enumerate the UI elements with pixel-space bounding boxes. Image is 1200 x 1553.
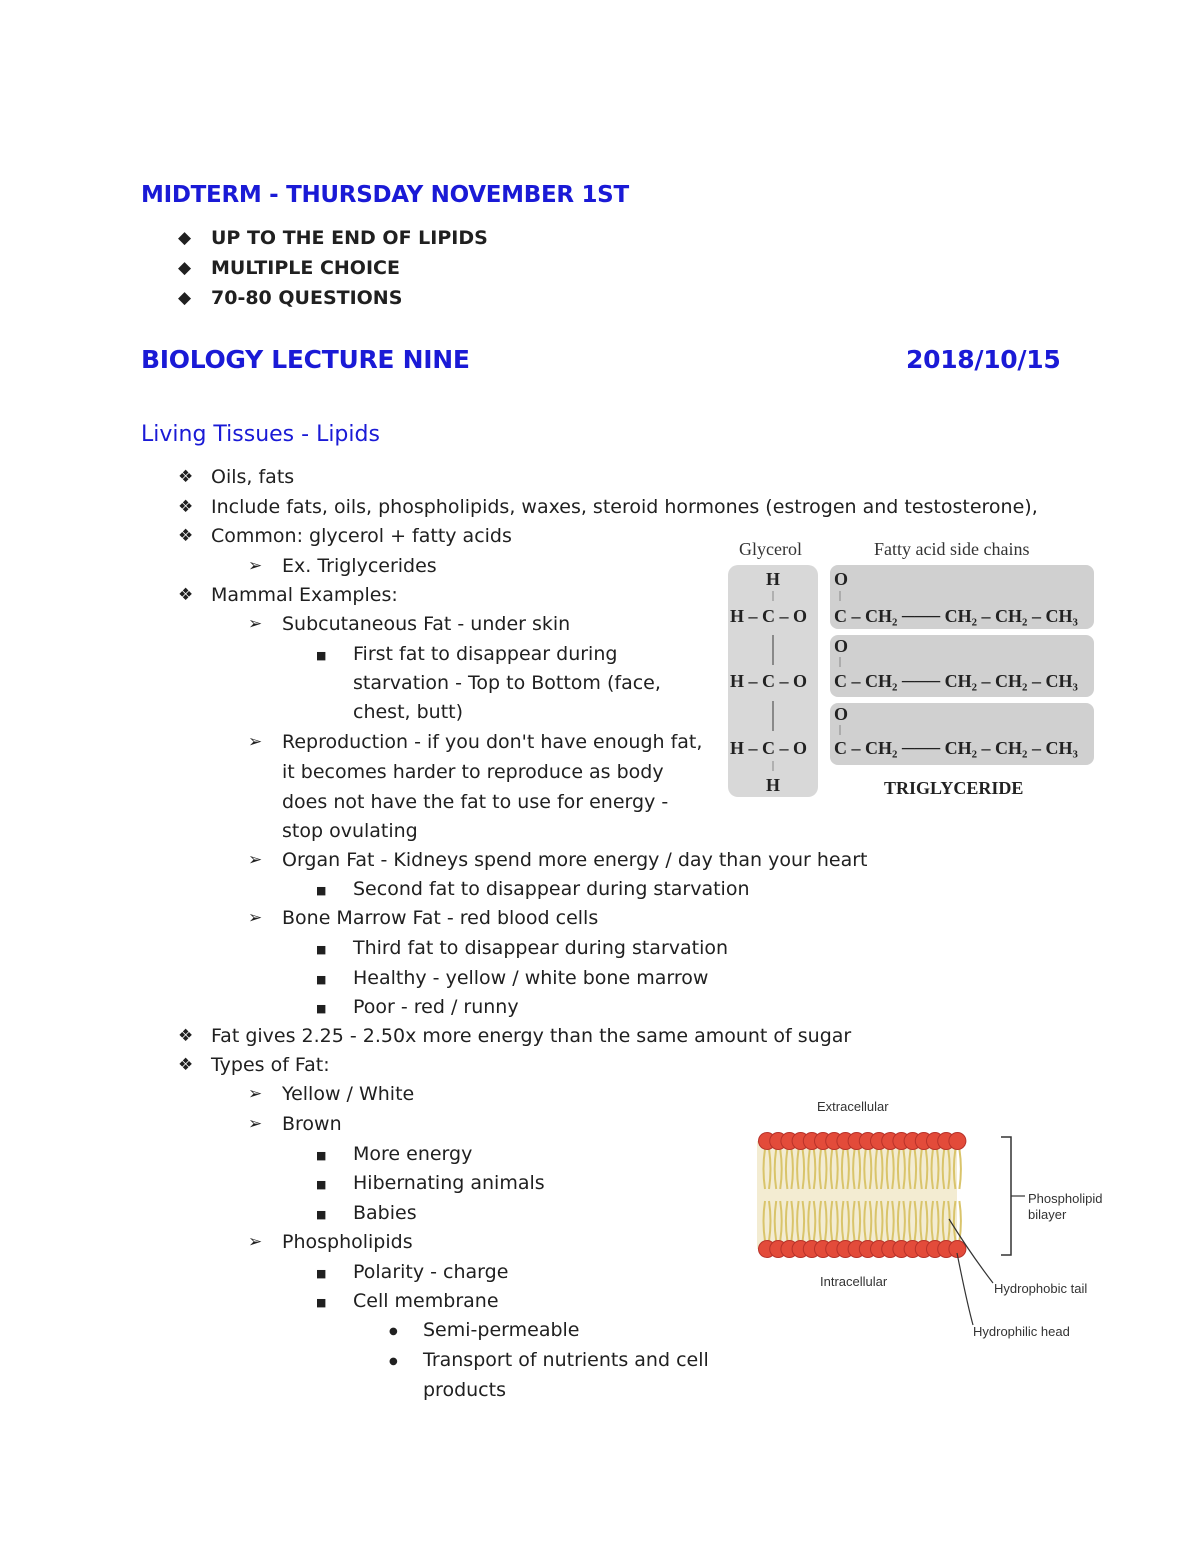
square-bullet-icon: ■ bbox=[316, 884, 327, 897]
note-text: Poor - red / runny bbox=[353, 996, 519, 1018]
note-text: starvation - Top to Bottom (face, bbox=[353, 672, 661, 694]
triglyceride-diagram bbox=[726, 535, 1096, 800]
arrow-bullet-icon: ➢ bbox=[248, 1084, 263, 1104]
note-text: Semi-permeable bbox=[423, 1319, 580, 1341]
hydrophobic-tail-label: Hydrophobic tail bbox=[994, 1281, 1088, 1296]
note-text: Second fat to disappear during starvation bbox=[353, 878, 750, 900]
note-text: stop ovulating bbox=[282, 820, 418, 842]
bilayer-label: Phospholipid bbox=[1028, 1191, 1103, 1206]
note-text: First fat to disappear during bbox=[353, 643, 618, 665]
square-bullet-icon: ■ bbox=[316, 1002, 327, 1015]
note-text: Babies bbox=[353, 1202, 417, 1224]
svg-text:H: H bbox=[766, 775, 781, 795]
intracellular-label: Intracellular bbox=[820, 1274, 888, 1289]
note-text: Brown bbox=[282, 1113, 342, 1135]
clover-bullet-icon: ❖ bbox=[178, 1026, 194, 1046]
square-bullet-icon: ■ bbox=[316, 1149, 327, 1162]
svg-text:O: O bbox=[834, 704, 849, 724]
clover-bullet-icon: ❖ bbox=[178, 585, 194, 605]
square-bullet-icon: ■ bbox=[316, 1267, 327, 1280]
phospholipid-bilayer-diagram bbox=[745, 1093, 1115, 1353]
diamond-bullet-icon: ◆ bbox=[178, 288, 192, 308]
svg-text:H – C – O: H – C – O bbox=[730, 671, 808, 691]
arrow-bullet-icon: ➢ bbox=[248, 556, 263, 576]
lecture-title: BIOLOGY LECTURE NINE bbox=[141, 345, 470, 374]
note-text: Cell membrane bbox=[353, 1290, 499, 1312]
note-text: Include fats, oils, phospholipids, waxes, steroid hormones (estrogen and testosterone), bbox=[211, 496, 1038, 518]
svg-text:bilayer: bilayer bbox=[1028, 1207, 1067, 1222]
hydrophilic-head bbox=[949, 1133, 966, 1150]
note-text: Yellow / White bbox=[282, 1083, 415, 1105]
diamond-bullet-icon: ◆ bbox=[178, 258, 192, 278]
square-bullet-icon: ■ bbox=[316, 1296, 327, 1309]
dot-bullet-icon: ● bbox=[389, 1326, 398, 1337]
lecture-date: 2018/10/15 bbox=[906, 345, 1061, 374]
svg-text:H: H bbox=[766, 569, 781, 589]
svg-text:C – CH₂ ─── CH₂ – CH₂ – CH₃: C – CH₂ ─── CH₂ – CH₂ – CH₃ bbox=[834, 606, 1078, 626]
note-text: Bone Marrow Fat - red blood cells bbox=[282, 907, 599, 929]
note-text: Oils, fats bbox=[211, 466, 295, 488]
glycerol-label: Glycerol bbox=[739, 539, 802, 559]
note-text: Organ Fat - Kidneys spend more energy / day than your heart bbox=[282, 849, 868, 871]
square-bullet-icon: ■ bbox=[316, 649, 327, 662]
fatty-acid-label: Fatty acid side chains bbox=[874, 539, 1030, 559]
note-text: Transport of nutrients and cell bbox=[423, 1349, 709, 1371]
arrow-bullet-icon: ➢ bbox=[248, 614, 263, 634]
arrow-bullet-icon: ➢ bbox=[248, 732, 263, 752]
note-text: it becomes harder to reproduce as body bbox=[282, 761, 664, 783]
note-text: Fat gives 2.25 - 2.50x more energy than the same amount of sugar bbox=[211, 1025, 852, 1047]
note-text: Phospholipids bbox=[282, 1231, 413, 1253]
clover-bullet-icon: ❖ bbox=[178, 467, 194, 487]
square-bullet-icon: ■ bbox=[316, 973, 327, 986]
note-text: Mammal Examples: bbox=[211, 584, 398, 606]
svg-text:H – C – O: H – C – O bbox=[730, 738, 808, 758]
hydrophilic-head-label: Hydrophilic head bbox=[973, 1324, 1070, 1339]
clover-bullet-icon: ❖ bbox=[178, 1055, 194, 1075]
arrow-bullet-icon: ➢ bbox=[248, 908, 263, 928]
note-text: Common: glycerol + fatty acids bbox=[211, 525, 512, 547]
square-bullet-icon: ■ bbox=[316, 1208, 327, 1221]
svg-text:H – C – O: H – C – O bbox=[730, 606, 808, 626]
triglyceride-caption: TRIGLYCERIDE bbox=[884, 778, 1024, 798]
arrow-bullet-icon: ➢ bbox=[248, 1114, 263, 1134]
note-text: Polarity - charge bbox=[353, 1261, 509, 1283]
note-text: products bbox=[423, 1379, 506, 1401]
note-text: More energy bbox=[353, 1143, 473, 1165]
dot-bullet-icon: ● bbox=[389, 1356, 398, 1367]
svg-text:O: O bbox=[834, 569, 849, 589]
note-text: Reproduction - if you don't have enough fat, bbox=[282, 731, 703, 753]
note-text: Healthy - yellow / white bone marrow bbox=[353, 967, 709, 989]
arrow-bullet-icon: ➢ bbox=[248, 1232, 263, 1252]
clover-bullet-icon: ❖ bbox=[178, 526, 194, 546]
note-text: Subcutaneous Fat - under skin bbox=[282, 613, 571, 635]
square-bullet-icon: ■ bbox=[316, 943, 327, 956]
arrow-bullet-icon: ➢ bbox=[248, 850, 263, 870]
clover-bullet-icon: ❖ bbox=[178, 497, 194, 517]
svg-text:C – CH₂ ─── CH₂ – CH₂ – CH₃: C – CH₂ ─── CH₂ – CH₂ – CH₃ bbox=[834, 671, 1078, 691]
extracellular-label: Extracellular bbox=[817, 1099, 889, 1114]
note-text: Third fat to disappear during starvation bbox=[353, 937, 729, 959]
note-text: does not have the fat to use for energy - bbox=[282, 791, 669, 813]
svg-text:C – CH₂ ─── CH₂ – CH₂ – CH₃: C – CH₂ ─── CH₂ – CH₂ – CH₃ bbox=[834, 738, 1078, 758]
note-text: Types of Fat: bbox=[211, 1054, 330, 1076]
note-text: Hibernating animals bbox=[353, 1172, 545, 1194]
hydrophobic-tail bbox=[959, 1149, 961, 1189]
diamond-bullet-icon: ◆ bbox=[178, 228, 192, 248]
note-text: Ex. Triglycerides bbox=[282, 555, 437, 577]
square-bullet-icon: ■ bbox=[316, 1178, 327, 1191]
svg-text:O: O bbox=[834, 636, 849, 656]
note-text: chest, butt) bbox=[353, 701, 464, 723]
section-heading: Living Tissues - Lipids bbox=[141, 422, 380, 447]
midterm-heading: MIDTERM - THURSDAY NOVEMBER 1ST bbox=[141, 182, 629, 208]
